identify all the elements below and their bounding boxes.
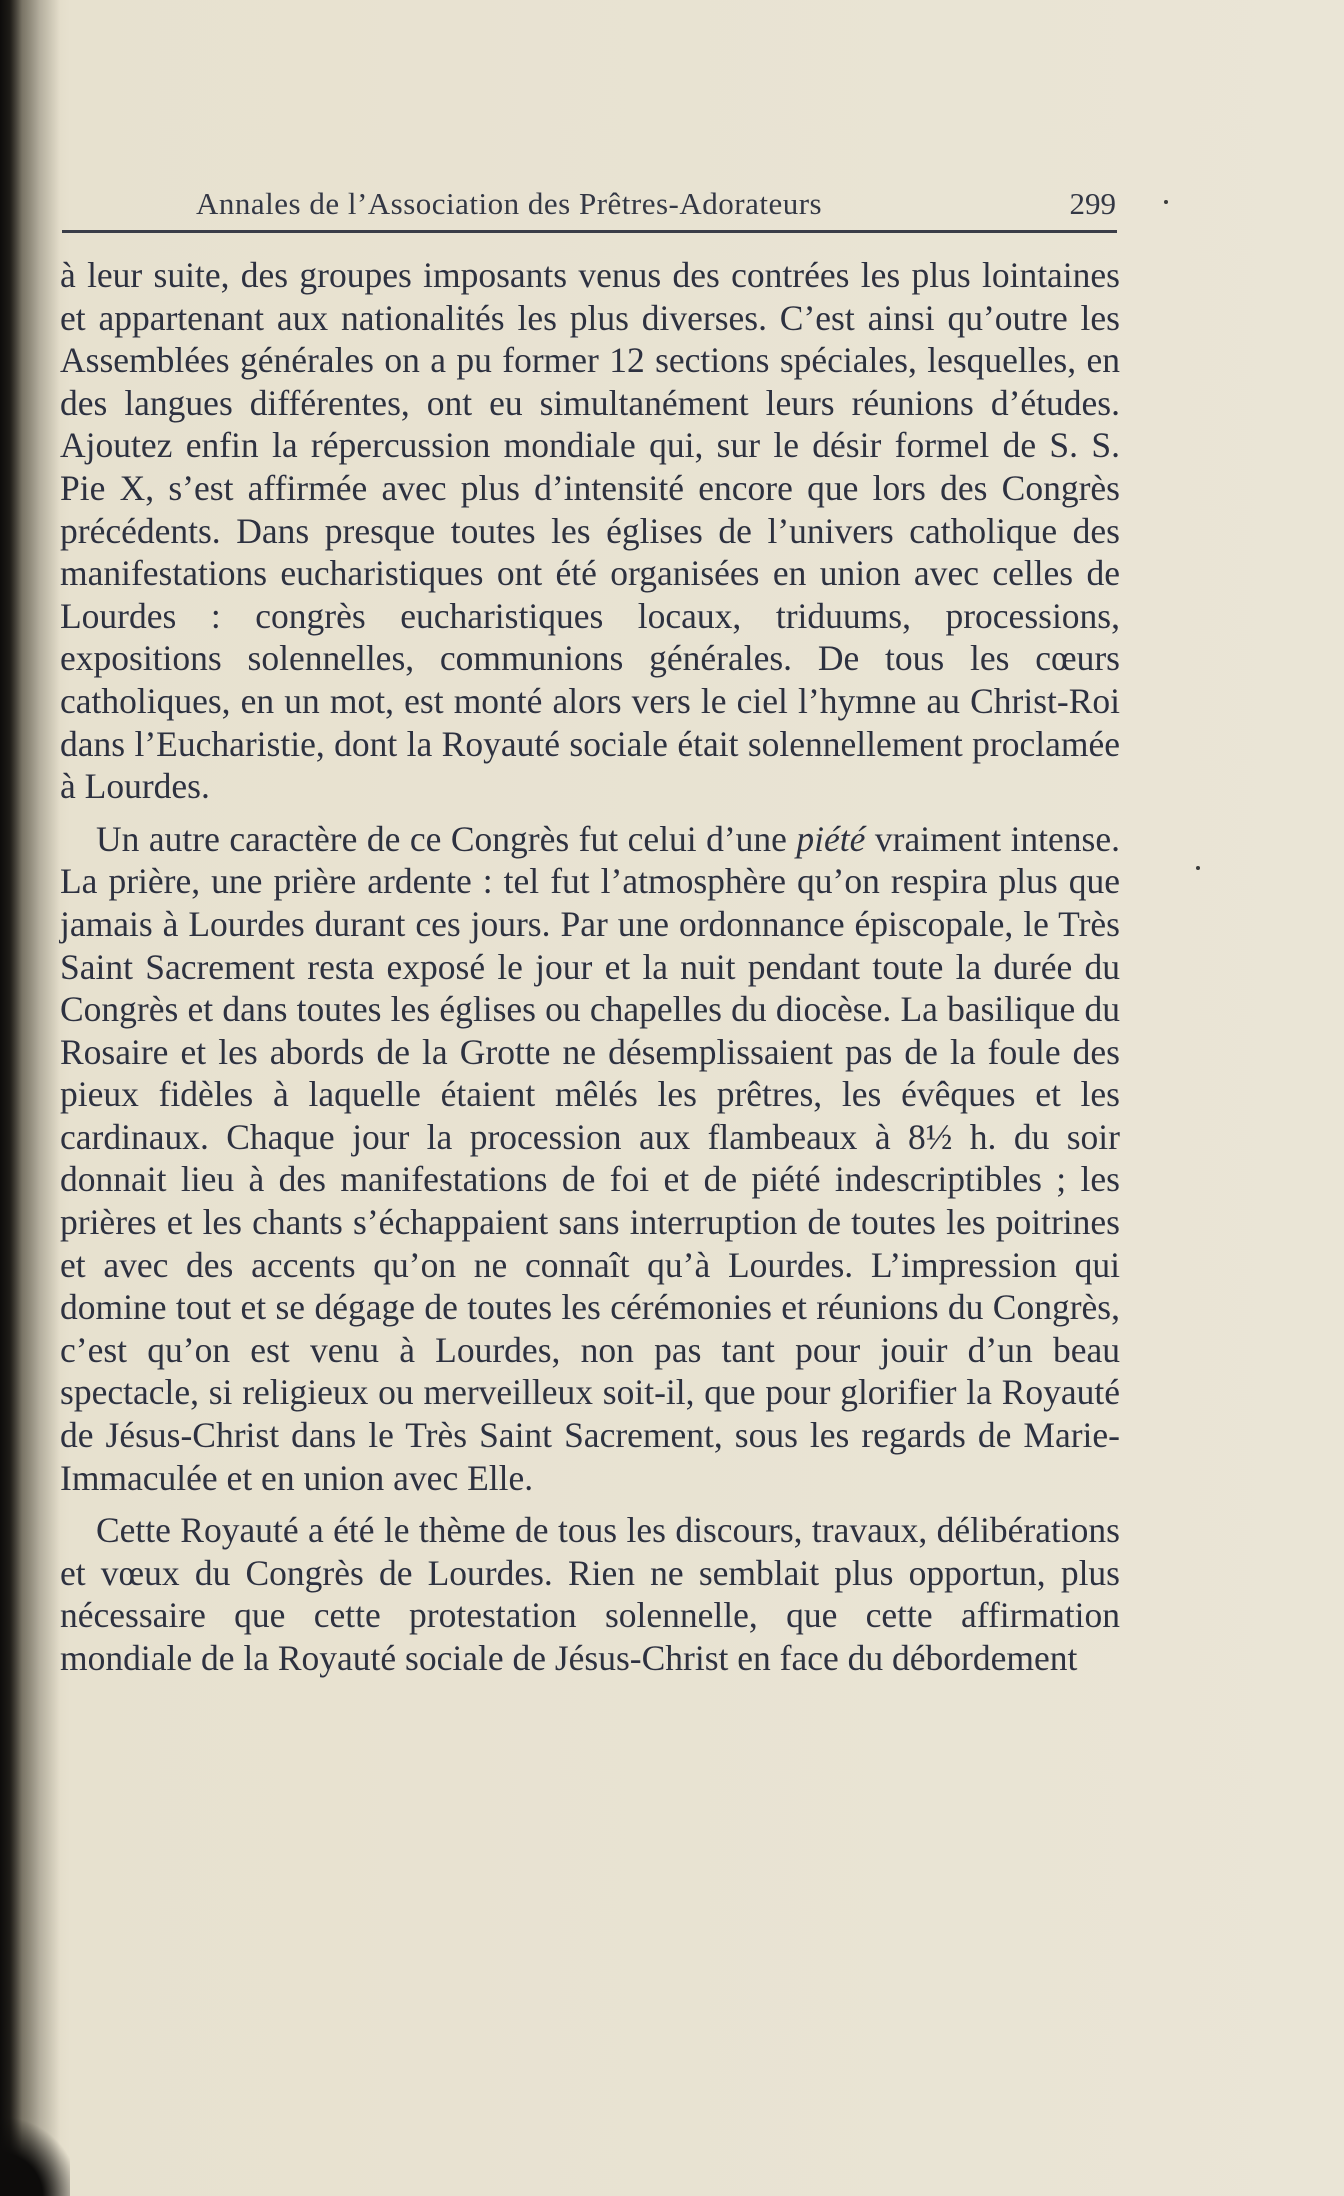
paragraph-3: Cette Royauté a été le thème de tous les discours, travaux, délibérations et vœux du Congrès de Lourdes. Rien ne semblait plus opportun, plus nécessaire que cette protestation solennelle, que cette affirmation mondiale de la Royauté sociale de Jésus-Christ en face du débordement (60, 1510, 1120, 1678)
paragraph-2 (60, 818, 1120, 1500)
page-corner-shadow (0, 2116, 70, 2196)
paper-speck (1164, 200, 1168, 204)
running-title: Annales de l’Association des Prêtres-Adorateurs (196, 186, 823, 221)
page-number: 299 (1069, 186, 1116, 221)
book-gutter-shadow (0, 0, 60, 2196)
paragraph-2-start: Un autre caractère de ce Congrès fut celui d’une (96, 818, 797, 859)
header-rule (62, 230, 1117, 233)
running-header (62, 186, 1116, 230)
emphasis-piete: piété (796, 818, 866, 859)
paragraph-2-rest: vraiment intense. La prière, une prière ardente : tel fut l’atmosphère qu’on respira plus que jamais à Lourdes durant ces jours. Par une ordonnance épiscopale, le Très Saint Sacrement resta exposé le jour et la nuit pendant toute la durée du Congrès et dans toutes les églises ou chapelles du diocèse. La basilique du Rosaire et les abords de la Grotte ne désemplissaient pas de la foule des pieux fidèles à laquelle étaient mêlés les prêtres, les évêques et les cardinaux. Chaque jour la procession aux flambeaux à 8½ h. du soir donnait lieu à des manifestations de foi et de piété indescriptibles ; les prières et les chants s’échappaient sans interruption de toutes les poitrines et avec des accents qu’on ne connaît qu’à Lourdes. L’impression qui domine tout et se dégage de toutes les cérémonies et réunions du Congrès, c’est qu’on est venu à Lourdes, non pas tant pour jouir d’un beau spectacle, si religieux ou merveilleux soit-il, que pour glorifier la Royauté de Jésus-Christ dans le Très Saint Sacrement, sous les regards de Marie-Immaculée et en union avec Elle. (60, 818, 1120, 1498)
body-text (60, 254, 1120, 1680)
paragraph-1: à leur suite, des groupes imposants venus des contrées les plus lointaines et appartenant aux nationalités les plus diverses. C’est ainsi qu’outre les Assemblées générales on a pu former 12 sections spéciales, lesquelles, en des langues différentes, ont eu simultanément leurs réunions d’études. Ajoutez enfin la répercussion mondiale qui, sur le désir formel de S. S. Pie X, s’est affirmée avec plus d’intensité encore que lors des Congrès précédents. Dans presque toutes les églises de l’univers catholique des manifestations eucharistiques ont été organisées en union avec celles de Lourdes : congrès eucharistiques locaux, triduums, processions, expositions solennelles, communions générales. De tous les cœurs catholiques, en un mot, est monté alors vers le ciel l’hymne au Christ-Roi dans l’Eucharistie, dont la Royauté sociale était solennellement proclamée à Lourdes. (60, 255, 1120, 807)
paper-speck (1196, 866, 1200, 870)
